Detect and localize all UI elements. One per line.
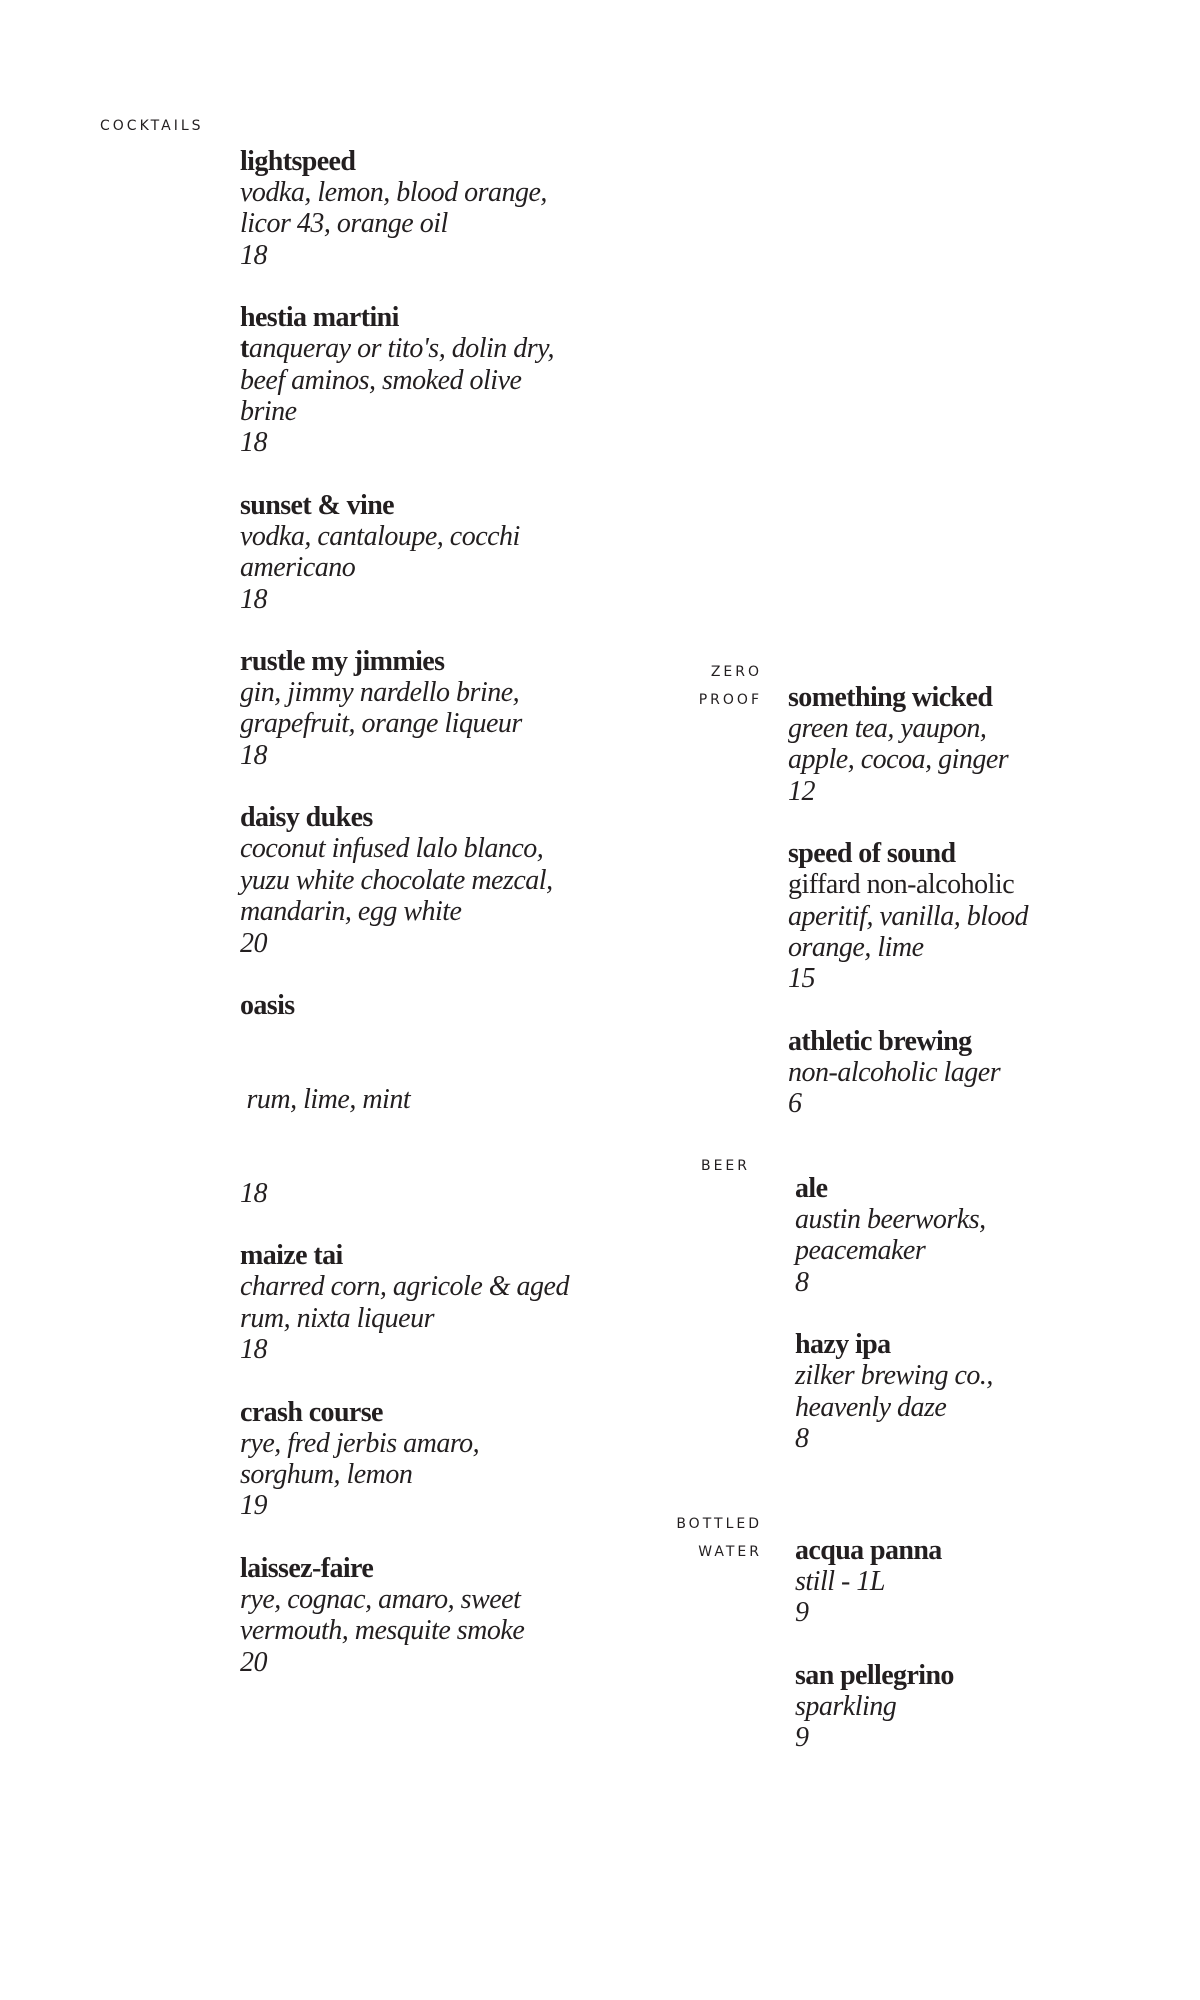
item-description (795, 1360, 993, 1423)
desc-line: austin beerworks, (795, 1204, 986, 1235)
section-label-beer (600, 1152, 750, 1180)
item-description (240, 1271, 569, 1334)
item-price: 6 (788, 1088, 802, 1120)
item-description (240, 521, 569, 584)
item-name: acqua panna (795, 1535, 942, 1566)
menu-item-rustle-my-jimmies (240, 646, 569, 771)
desc-line: giffard non-alcoholic (788, 869, 1015, 901)
desc-line: green tea, yaupon, (788, 713, 987, 744)
desc-line: rye, cognac, amaro, sweet (240, 1583, 521, 1615)
section-label-text: COCKTAILS (100, 118, 204, 134)
desc-line: sparkling (795, 1690, 897, 1722)
section-label-line: BEER (700, 1158, 750, 1174)
item-description (240, 833, 569, 927)
item-price: 8 (795, 1266, 809, 1298)
bottled-water-list (795, 1535, 954, 1785)
cocktails-list (240, 146, 569, 1709)
item-description (240, 1584, 569, 1647)
desc-lead-letter: t (240, 333, 249, 365)
item-description (795, 1566, 954, 1597)
desc-line: still - 1L (795, 1566, 885, 1597)
item-name: athletic brewing (788, 1025, 972, 1057)
section-label-line: WATER (698, 1544, 762, 1560)
desc-line: mandarin, egg white (240, 896, 462, 928)
desc-line: coconut infused lalo blanco, (240, 833, 544, 865)
item-name: rustle my jimmies (240, 646, 445, 678)
menu-item-daisy-dukes (240, 802, 569, 959)
item-price: 18 (240, 427, 267, 459)
item-description (795, 1204, 993, 1267)
item-name: sunset & vine (240, 489, 394, 521)
desc-line: zilker brewing co., (795, 1360, 993, 1392)
item-description (240, 177, 569, 240)
beer-list (795, 1173, 993, 1485)
desc-line: heavenly daze (795, 1391, 947, 1423)
item-price: 9 (795, 1597, 809, 1629)
item-name: ale (795, 1173, 828, 1204)
item-description (795, 1691, 954, 1722)
desc-line: rum, lime, mint (240, 1083, 411, 1115)
section-label-zero-proof (600, 658, 762, 714)
item-name: hazy ipa (795, 1329, 891, 1361)
item-price: 18 (240, 1177, 267, 1209)
desc-line: vodka, cantaloupe, cocchi (240, 520, 520, 552)
item-price: 9 (795, 1722, 809, 1754)
menu-item-speed-of-sound (788, 838, 1028, 995)
menu-item-hazy-ipa (795, 1329, 993, 1454)
desc-line: non-alcoholic lager (788, 1056, 1001, 1088)
desc-line: grapefruit, orange liqueur (240, 708, 522, 740)
item-price: 20 (240, 1646, 267, 1678)
section-label-cocktails (100, 112, 204, 140)
item-price: 18 (240, 739, 267, 771)
section-label-bottled-water (600, 1510, 762, 1566)
item-price: 18 (240, 583, 267, 615)
item-name: maize tai (240, 1240, 343, 1272)
menu-item-crash-course (240, 1397, 569, 1522)
menu-item-hestia-martini (240, 302, 569, 459)
menu-item-laissez-faire (240, 1553, 569, 1678)
item-name: laissez-faire (240, 1552, 374, 1584)
item-price: 12 (788, 775, 815, 807)
item-name: oasis (240, 989, 295, 1021)
menu-item-athletic-brewing (788, 1026, 1028, 1120)
desc-line (240, 333, 569, 364)
item-name: something wicked (788, 682, 993, 713)
item-description (788, 869, 1028, 963)
menu-item-something-wicked (788, 682, 1028, 807)
item-description (788, 713, 1028, 776)
desc-text: anqueray or tito's, dolin dry, (248, 333, 555, 365)
menu-item-maize-tai (240, 1240, 569, 1365)
section-label-line: PROOF (698, 692, 762, 708)
desc-line: sorghum, lemon (240, 1458, 413, 1490)
menu-item-lightspeed (240, 146, 569, 271)
desc-line: vermouth, mesquite smoke (240, 1615, 525, 1647)
item-name: speed of sound (788, 838, 956, 870)
menu-item-oasis (240, 990, 569, 1209)
desc-line: peacemaker (795, 1235, 926, 1267)
item-price: 20 (240, 927, 267, 959)
item-description (240, 333, 569, 427)
desc-line: rum, nixta liqueur (240, 1302, 434, 1334)
item-description (240, 677, 569, 740)
desc-line: rye, fred jerbis amaro, (240, 1427, 480, 1459)
item-price: 8 (795, 1423, 809, 1455)
item-name: crash course (240, 1396, 383, 1428)
item-price: 18 (240, 239, 267, 271)
item-description (788, 1057, 1028, 1088)
item-price: 15 (788, 963, 815, 995)
item-name: daisy dukes (240, 802, 373, 834)
zero-proof-list (788, 682, 1028, 1151)
desc-line: charred corn, agricole & aged (240, 1271, 569, 1303)
section-label-line: ZERO (710, 664, 762, 680)
item-description (240, 1428, 569, 1491)
item-name: lightspeed (240, 146, 356, 177)
desc-line: americano (240, 552, 356, 584)
desc-line: licor 43, orange oil (240, 208, 448, 240)
item-description (240, 1021, 569, 1178)
menu-item-ale (795, 1173, 993, 1298)
item-price: 18 (240, 1334, 267, 1366)
section-label-line: BOTTLED (676, 1516, 762, 1532)
desc-line: gin, jimmy nardello brine, (240, 677, 520, 709)
item-name: hestia martini (240, 302, 399, 334)
desc-line: yuzu white chocolate mezcal, (240, 864, 553, 896)
desc-line: aperitif, vanilla, blood (788, 900, 1028, 932)
desc-line: vodka, lemon, blood orange, (240, 177, 547, 208)
desc-line: orange, lime (788, 932, 924, 964)
menu-item-acqua-panna (795, 1535, 954, 1629)
desc-line: apple, cocoa, ginger (788, 744, 1009, 776)
item-name: san pellegrino (795, 1659, 954, 1691)
menu-item-sunset-and-vine (240, 490, 569, 615)
menu-item-san-pellegrino (795, 1660, 954, 1754)
desc-line: brine (240, 396, 297, 428)
item-price: 19 (240, 1490, 267, 1522)
desc-line: beef aminos, smoked olive (240, 364, 522, 396)
